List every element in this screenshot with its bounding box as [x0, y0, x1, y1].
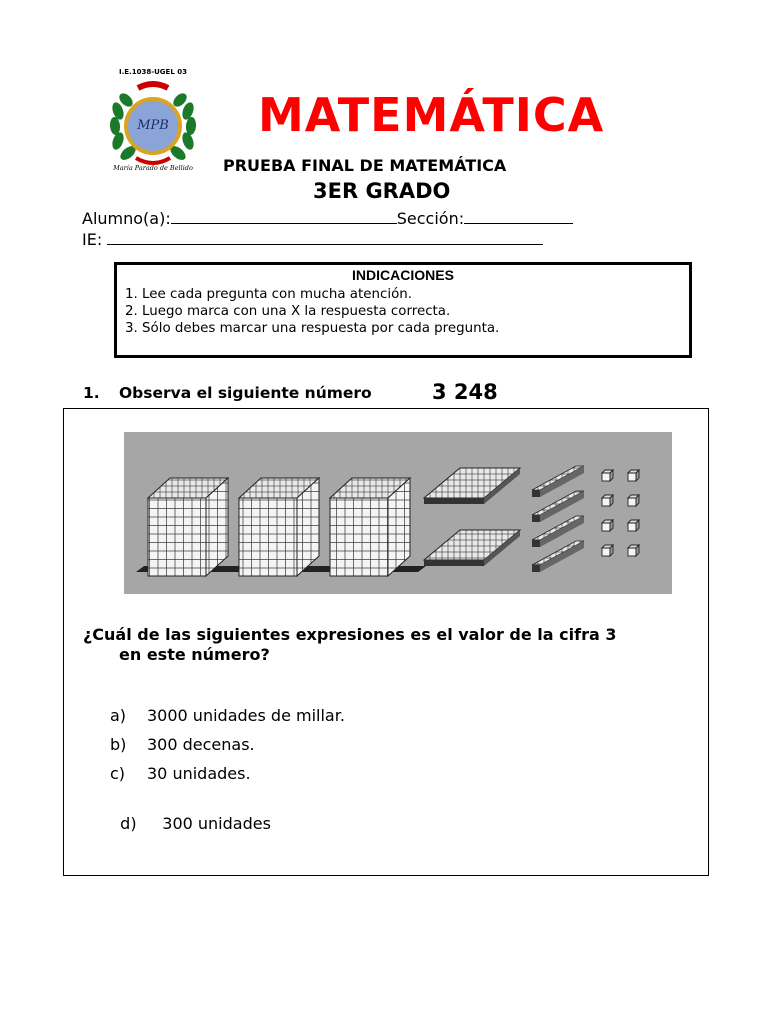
- logo-monogram: MPB: [137, 118, 169, 133]
- instructions-title: INDICACIONES: [352, 267, 454, 283]
- option-text: 30 unidades.: [147, 764, 251, 783]
- section-label: Sección:: [396, 209, 465, 228]
- base-ten-blocks-svg: [124, 432, 672, 594]
- question-line-2: en este número?: [119, 645, 270, 664]
- thousand-cube: [318, 478, 426, 576]
- one-cube: [602, 520, 613, 531]
- one-cube: [602, 495, 613, 506]
- question-number: 1.: [83, 384, 100, 402]
- instruction-item: 2. Luego marca con una X la respuesta correcta.: [125, 304, 451, 319]
- option-a[interactable]: [110, 706, 345, 725]
- option-c[interactable]: [110, 764, 251, 783]
- school-blank[interactable]: [107, 230, 543, 245]
- grade-label: 3ER GRADO: [313, 179, 451, 203]
- logo-motto-text: María Parado de Bellido: [113, 164, 193, 172]
- option-text: 3000 unidades de millar.: [147, 706, 345, 725]
- option-letter: b): [110, 735, 127, 754]
- option-d[interactable]: [110, 795, 271, 833]
- option-text: 300 decenas.: [147, 735, 255, 754]
- one-cube: [602, 545, 613, 556]
- one-cube: [628, 470, 639, 481]
- section-blank[interactable]: [464, 209, 573, 224]
- option-text: 300 unidades: [157, 814, 271, 833]
- school-label: IE:: [82, 230, 103, 249]
- hundred-flat: [424, 530, 520, 566]
- exam-subtitle: PRUEBA FINAL DE MATEMÁTICA: [223, 156, 507, 175]
- instruction-item: 3. Sólo debes marcar una respuesta por cada pregunta.: [125, 321, 500, 336]
- school-row: [82, 230, 543, 249]
- option-letter: c): [110, 764, 126, 783]
- one-cube: [628, 495, 639, 506]
- thousand-cube: [136, 478, 244, 576]
- option-b[interactable]: [110, 735, 255, 754]
- one-cube: [628, 520, 639, 531]
- question-line-1: ¿Cuál de las siguientes expresiones es el valor de la cifra 3: [83, 625, 617, 644]
- option-letter: d): [120, 814, 137, 833]
- instruction-item: 1. Lee cada pregunta con mucha atención.: [125, 287, 413, 302]
- student-label: Alumno(a):: [82, 209, 171, 228]
- logo-institution-text: I.E.1038-UGEL 03: [119, 68, 187, 76]
- question-heading: [83, 384, 372, 402]
- instructions-list: [125, 286, 499, 337]
- one-cube: [628, 545, 639, 556]
- school-logo: [108, 68, 198, 176]
- question-value: 3 248: [432, 380, 498, 404]
- base-ten-blocks-image: [124, 432, 672, 594]
- hundred-flat: [424, 468, 520, 504]
- student-section-row: [82, 209, 573, 228]
- question-heading-text: Observa el siguiente número: [119, 384, 372, 402]
- thousand-cube: [227, 478, 335, 576]
- question-text: [83, 625, 703, 665]
- student-name-blank[interactable]: [171, 209, 397, 224]
- one-cube: [602, 470, 613, 481]
- option-letter: a): [110, 706, 127, 725]
- instructions-box: [114, 262, 692, 358]
- page-title: MATEMÁTICA: [258, 88, 605, 142]
